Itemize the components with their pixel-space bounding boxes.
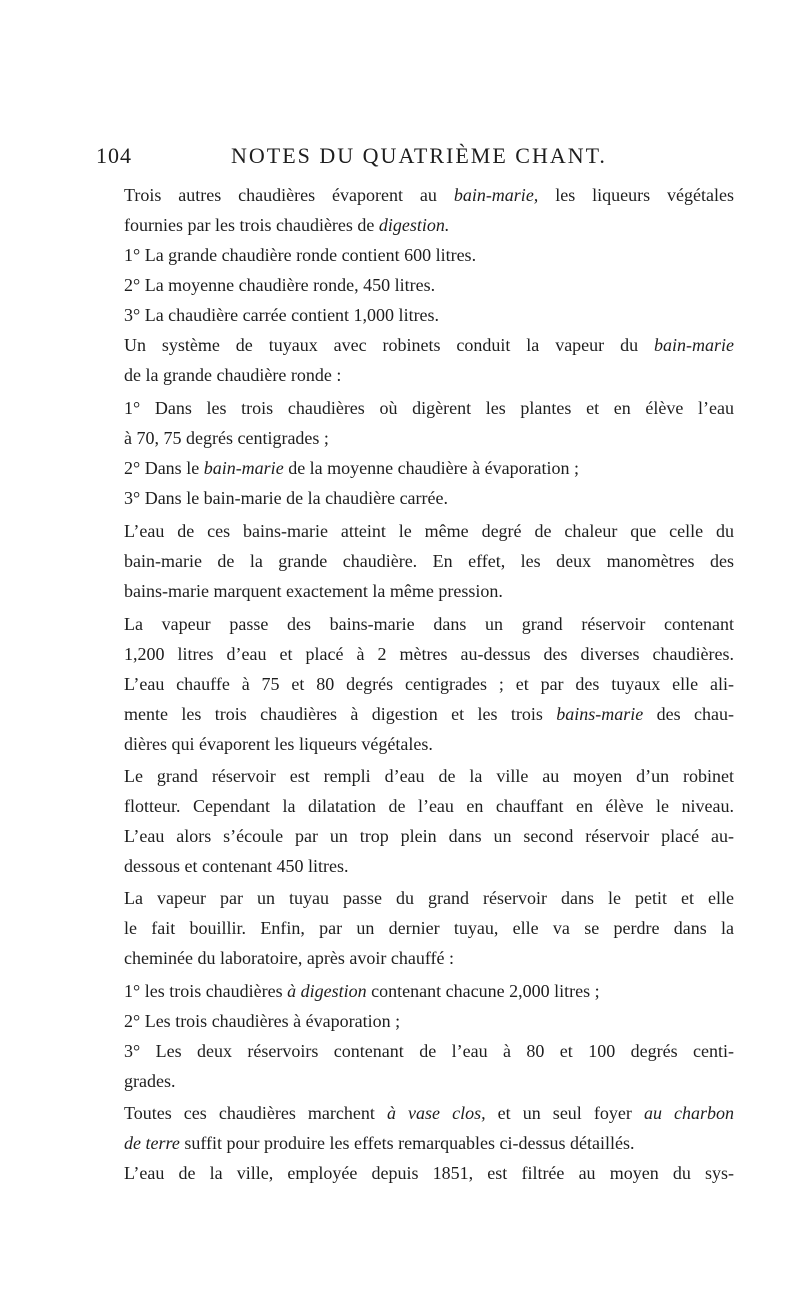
text-run: L’eau chauffe à 75 et 80 degrés centigrades ; et par des tuyaux elle ali- (124, 674, 734, 694)
text-run: 3° Les deux réservoirs contenant de l’eau à 80 et 100 degrés centi- (124, 1041, 734, 1061)
text-run: suffit pour produire les effets remarquables ci-dessus détaillés. (179, 1133, 635, 1153)
text-line (124, 913, 734, 943)
text-run: bains-marie marquent exactement la même pression. (124, 581, 503, 601)
text-run: La vapeur passe des bains-marie dans un grand réservoir contenant (124, 614, 734, 634)
text-run: L’eau de ces bains-marie atteint le même degré de chaleur que celle du (124, 521, 734, 541)
text-line (124, 1098, 734, 1128)
italic-run: bain-marie (654, 335, 734, 355)
italic-run: à digestion (287, 981, 367, 1001)
text-line (124, 669, 734, 699)
text-run: bain-marie de la grande chaudière. En effet, les deux manomètres des (124, 551, 734, 571)
text-line (124, 546, 734, 576)
text-line (124, 300, 734, 330)
text-run: les liqueurs végétales (538, 185, 734, 205)
text-line (124, 1006, 734, 1036)
text-run: Trois autres chaudières évaporent au (124, 185, 454, 205)
text-line (124, 976, 734, 1006)
text-run: Toutes ces chaudières marchent (124, 1103, 387, 1123)
italic-run: digestion. (378, 215, 450, 235)
text-line (124, 729, 734, 759)
text-line (124, 851, 734, 881)
text-line (124, 360, 734, 390)
text-line (124, 576, 734, 606)
text-run: dessous et contenant 450 litres. (124, 856, 349, 876)
text-line (124, 1128, 734, 1158)
text-run: 2° La moyenne chaudière ronde, 450 litres. (124, 275, 436, 295)
text-line (124, 270, 734, 300)
italic-run: bain-marie, (453, 185, 539, 205)
text-line (124, 423, 734, 453)
text-line (124, 483, 734, 513)
text-run: mente les trois chaudières à digestion et les trois (124, 704, 557, 724)
text-line (124, 1066, 734, 1096)
text-line (124, 330, 734, 360)
italic-run: de terre (124, 1133, 180, 1153)
text-run: L’eau alors s’écoule par un trop plein dans un second réservoir placé au- (124, 826, 734, 846)
text-line (124, 821, 734, 851)
text-run: 2° Dans le (124, 458, 204, 478)
text-line (124, 609, 734, 639)
text-run: de la grande chaudière ronde : (124, 365, 342, 385)
text-run: à 70, 75 degrés centigrades ; (124, 428, 329, 448)
page-header (96, 143, 736, 173)
text-run: dières qui évaporent les liqueurs végétales. (124, 734, 433, 754)
text-run: cheminée du laboratoire, après avoir chauffé : (124, 948, 455, 968)
text-run: Le grand réservoir est rempli d’eau de la ville au moyen d’un robinet (124, 766, 734, 786)
text-run: 1° Dans les trois chaudières où digèrent les plantes et en élève l’eau (124, 398, 734, 418)
italic-run: au charbon (643, 1103, 734, 1123)
text-run: le fait bouillir. Enfin, par un dernier tuyau, elle va se perdre dans la (124, 918, 734, 938)
text-line (124, 516, 734, 546)
text-line (124, 883, 734, 913)
italic-run: bains-marie (556, 704, 644, 724)
text-run: L’eau de la ville, employée depuis 1851, est filtrée au moyen du sys- (124, 1163, 734, 1183)
text-run: 1° La grande chaudière ronde contient 600 litres. (124, 245, 477, 265)
text-line (124, 393, 734, 423)
text-run: contenant chacune 2,000 litres ; (366, 981, 600, 1001)
text-line (124, 1158, 734, 1188)
running-title: NOTES DU QUATRIÈME CHANT. (231, 143, 607, 168)
text-run: grades. (124, 1071, 176, 1091)
page-number: 104 (96, 143, 132, 168)
text-line (124, 791, 734, 821)
text-run: flotteur. Cependant la dilatation de l’eau en chauffant en élève le niveau. (124, 796, 734, 816)
text-run: 3° Dans le bain-marie de la chaudière carrée. (124, 488, 449, 508)
text-line (124, 943, 734, 973)
text-run: 2° Les trois chaudières à évaporation ; (124, 1011, 401, 1031)
text-line (124, 240, 734, 270)
text-run: et un seul foyer (485, 1103, 644, 1123)
text-line (124, 761, 734, 791)
text-run: des chau- (643, 704, 734, 724)
italic-run: bain-marie (203, 458, 284, 478)
text-run: fournies par les trois chaudières de (124, 215, 379, 235)
text-run: 1° les trois chaudières (124, 981, 288, 1001)
text-line (124, 180, 734, 210)
text-line (124, 699, 734, 729)
text-run: Un système de tuyaux avec robinets conduit la vapeur du (124, 335, 654, 355)
text-run: 1,200 litres d’eau et placé à 2 mètres au-dessus des diverses chaudières. (124, 644, 734, 664)
text-line (124, 639, 734, 669)
text-run: La vapeur par un tuyau passe du grand réservoir dans le petit et elle (124, 888, 734, 908)
text-line (124, 453, 734, 483)
text-line (124, 210, 734, 240)
italic-run: à vase clos, (386, 1103, 486, 1123)
text-run: 3° La chaudière carrée contient 1,000 litres. (124, 305, 440, 325)
text-line (124, 1036, 734, 1066)
text-run: de la moyenne chaudière à évaporation ; (283, 458, 580, 478)
